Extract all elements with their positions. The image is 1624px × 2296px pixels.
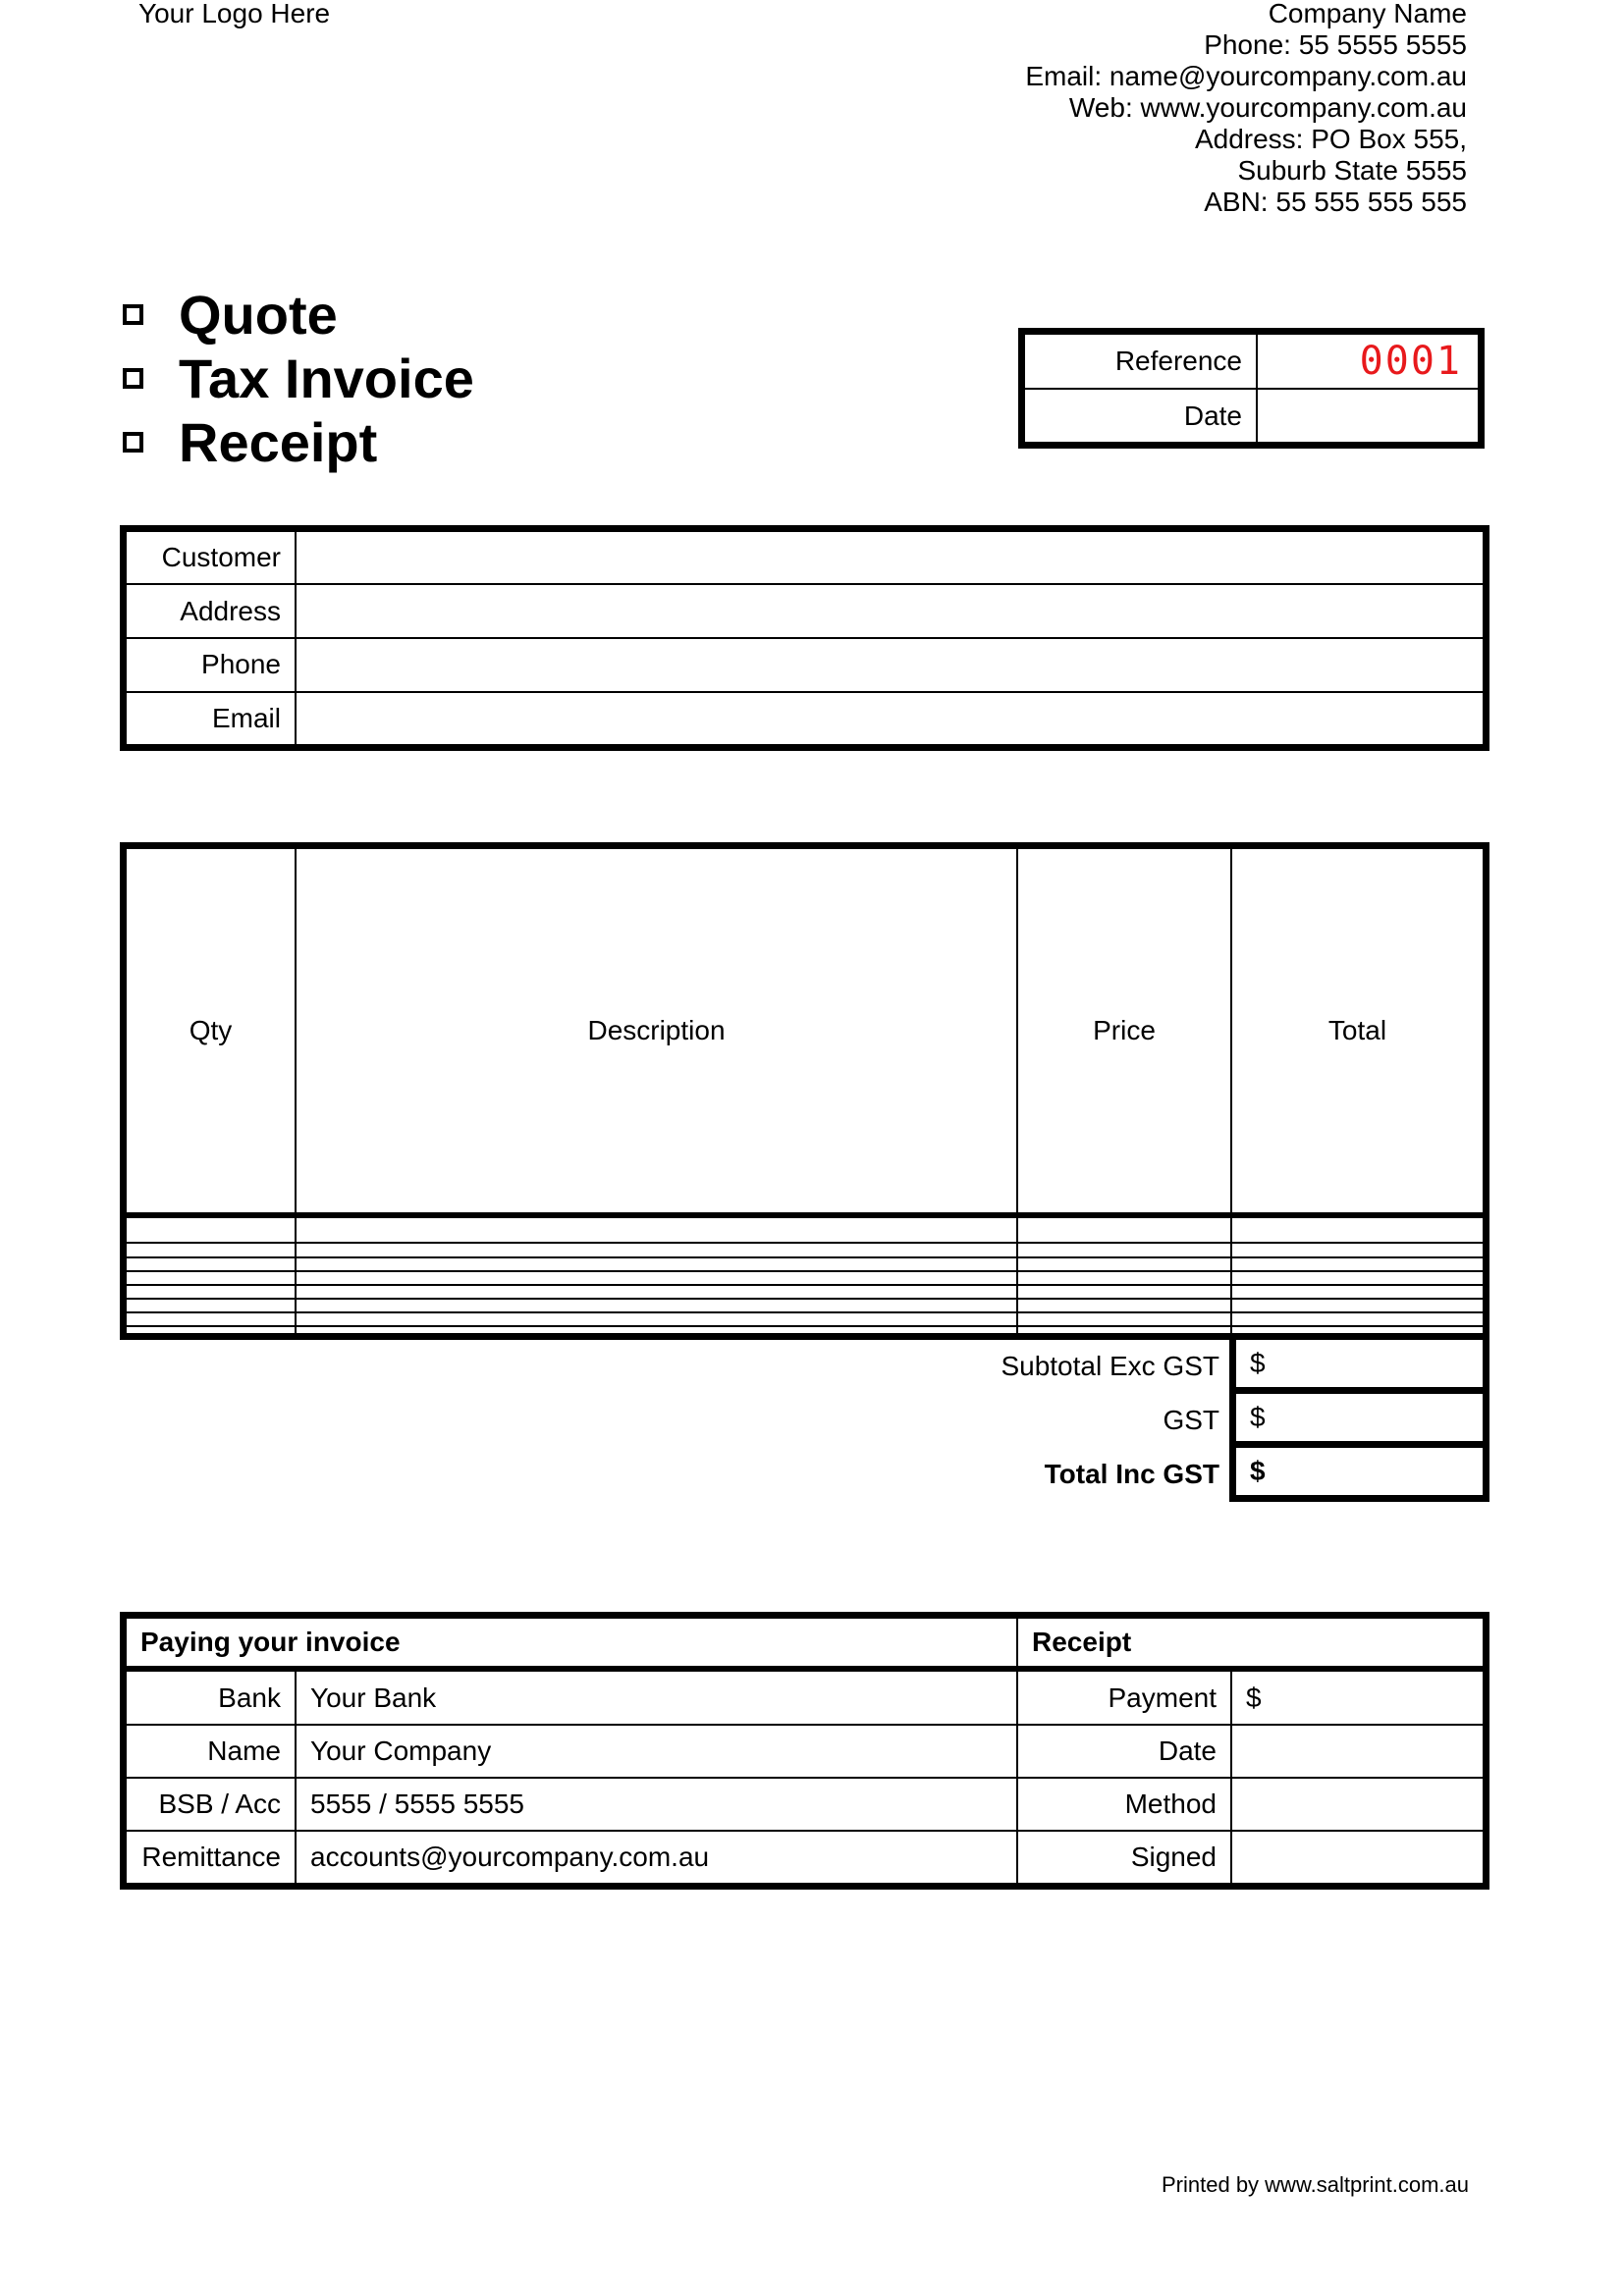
price-cell[interactable] bbox=[1017, 1215, 1231, 1243]
name-label: Name bbox=[127, 1725, 296, 1778]
method-field[interactable] bbox=[1231, 1778, 1483, 1831]
total-cell[interactable] bbox=[1231, 1326, 1483, 1333]
total-label: Total Inc GST bbox=[1044, 1459, 1219, 1489]
bank-value: Your Bank bbox=[296, 1669, 1017, 1725]
description-cell[interactable] bbox=[296, 1215, 1017, 1243]
remittance-label: Remittance bbox=[127, 1831, 296, 1883]
company-address-line2: Suburb State 5555 bbox=[1237, 155, 1467, 186]
qty-cell[interactable] bbox=[127, 1215, 296, 1243]
paying-heading: Paying your invoice bbox=[127, 1619, 1017, 1669]
email-label: Email bbox=[127, 692, 296, 744]
checkbox-icon[interactable] bbox=[123, 368, 143, 389]
receipt-date-field[interactable] bbox=[1231, 1725, 1483, 1778]
reference-label: Reference bbox=[1025, 335, 1257, 389]
gst-label: GST bbox=[1163, 1405, 1219, 1435]
price-cell[interactable] bbox=[1017, 1257, 1231, 1271]
option-quote[interactable] bbox=[120, 283, 474, 347]
subtotal-label: Subtotal Exc GST bbox=[1001, 1351, 1219, 1381]
bsb-value: 5555 / 5555 5555 bbox=[296, 1778, 1017, 1831]
signed-field[interactable] bbox=[1231, 1831, 1483, 1883]
price-cell[interactable] bbox=[1017, 1271, 1231, 1285]
payment-field[interactable]: $ bbox=[1231, 1669, 1483, 1725]
table-header-row bbox=[127, 849, 1483, 1215]
date-label: Date bbox=[1025, 389, 1257, 443]
company-phone: Phone: 55 5555 5555 bbox=[1204, 29, 1467, 60]
table-row bbox=[127, 1326, 1483, 1333]
total-field[interactable]: $ bbox=[1229, 1441, 1489, 1502]
reference-box bbox=[1018, 328, 1485, 449]
receipt-heading: Receipt bbox=[1017, 1619, 1483, 1669]
table-row bbox=[127, 1215, 1483, 1243]
option-receipt[interactable] bbox=[120, 410, 474, 474]
table-row bbox=[127, 1285, 1483, 1299]
customer-details-box bbox=[120, 525, 1489, 751]
qty-cell[interactable] bbox=[127, 1271, 296, 1285]
company-address-line1: Address: PO Box 555, bbox=[1194, 124, 1467, 154]
checkbox-icon[interactable] bbox=[123, 432, 143, 453]
company-abn: ABN: 55 555 555 555 bbox=[1204, 187, 1467, 217]
total-cell[interactable] bbox=[1231, 1215, 1483, 1243]
column-header-total: Total bbox=[1231, 849, 1483, 1215]
phone-field[interactable] bbox=[296, 638, 1483, 692]
reference-number[interactable]: 0001 bbox=[1257, 335, 1478, 389]
payment-details-box bbox=[120, 1612, 1489, 1890]
company-web: Web: www.yourcompany.com.au bbox=[1068, 92, 1467, 123]
subtotal-field[interactable]: $ bbox=[1229, 1333, 1489, 1394]
table-row bbox=[127, 1257, 1483, 1271]
qty-cell[interactable] bbox=[127, 1299, 296, 1312]
qty-cell[interactable] bbox=[127, 1326, 296, 1333]
qty-cell[interactable] bbox=[127, 1312, 296, 1326]
address-label: Address bbox=[127, 584, 296, 638]
table-row bbox=[127, 1312, 1483, 1326]
payment-label: Payment bbox=[1017, 1669, 1231, 1725]
table-row bbox=[127, 1243, 1483, 1256]
total-cell[interactable] bbox=[1231, 1312, 1483, 1326]
phone-label: Phone bbox=[127, 638, 296, 692]
price-cell[interactable] bbox=[1017, 1312, 1231, 1326]
company-name: Company Name bbox=[1268, 0, 1467, 28]
description-cell[interactable] bbox=[296, 1271, 1017, 1285]
table-row bbox=[127, 1271, 1483, 1285]
logo-placeholder: Your Logo Here bbox=[138, 0, 331, 28]
description-cell[interactable] bbox=[296, 1326, 1017, 1333]
total-cell[interactable] bbox=[1231, 1257, 1483, 1271]
qty-cell[interactable] bbox=[127, 1257, 296, 1271]
address-field[interactable] bbox=[296, 584, 1483, 638]
bsb-label: BSB / Acc bbox=[127, 1778, 296, 1831]
total-cell[interactable] bbox=[1231, 1243, 1483, 1256]
company-details bbox=[1025, 0, 1467, 218]
document-type-options bbox=[120, 283, 474, 474]
total-cell[interactable] bbox=[1231, 1285, 1483, 1299]
customer-label: Customer bbox=[127, 532, 296, 584]
qty-cell[interactable] bbox=[127, 1243, 296, 1256]
column-header-price: Price bbox=[1017, 849, 1231, 1215]
signed-label: Signed bbox=[1017, 1831, 1231, 1883]
bank-label: Bank bbox=[127, 1669, 296, 1725]
checkbox-icon[interactable] bbox=[123, 304, 143, 325]
price-cell[interactable] bbox=[1017, 1326, 1231, 1333]
option-label: Quote bbox=[179, 284, 338, 346]
total-cell[interactable] bbox=[1231, 1271, 1483, 1285]
description-cell[interactable] bbox=[296, 1243, 1017, 1256]
price-cell[interactable] bbox=[1017, 1299, 1231, 1312]
company-email: Email: name@yourcompany.com.au bbox=[1025, 61, 1467, 91]
printed-by-footer: Printed by www.saltprint.com.au bbox=[1162, 2172, 1470, 2197]
description-cell[interactable] bbox=[296, 1285, 1017, 1299]
description-cell[interactable] bbox=[296, 1312, 1017, 1326]
receipt-date-label: Date bbox=[1017, 1725, 1231, 1778]
date-field[interactable] bbox=[1257, 389, 1478, 443]
price-cell[interactable] bbox=[1017, 1285, 1231, 1299]
option-label: Receipt bbox=[179, 411, 378, 473]
gst-field[interactable]: $ bbox=[1229, 1387, 1489, 1448]
method-label: Method bbox=[1017, 1778, 1231, 1831]
line-items-table bbox=[120, 842, 1489, 1340]
customer-field[interactable] bbox=[296, 532, 1483, 584]
column-header-qty: Qty bbox=[127, 849, 296, 1215]
total-cell[interactable] bbox=[1231, 1299, 1483, 1312]
email-field[interactable] bbox=[296, 692, 1483, 744]
option-label: Tax Invoice bbox=[179, 347, 474, 409]
remittance-value: accounts@yourcompany.com.au bbox=[296, 1831, 1017, 1883]
name-value: Your Company bbox=[296, 1725, 1017, 1778]
price-cell[interactable] bbox=[1017, 1243, 1231, 1256]
description-cell[interactable] bbox=[296, 1299, 1017, 1312]
column-header-description: Description bbox=[296, 849, 1017, 1215]
qty-cell[interactable] bbox=[127, 1285, 296, 1299]
table-row bbox=[127, 1299, 1483, 1312]
description-cell[interactable] bbox=[296, 1257, 1017, 1271]
option-tax-invoice[interactable] bbox=[120, 347, 474, 410]
